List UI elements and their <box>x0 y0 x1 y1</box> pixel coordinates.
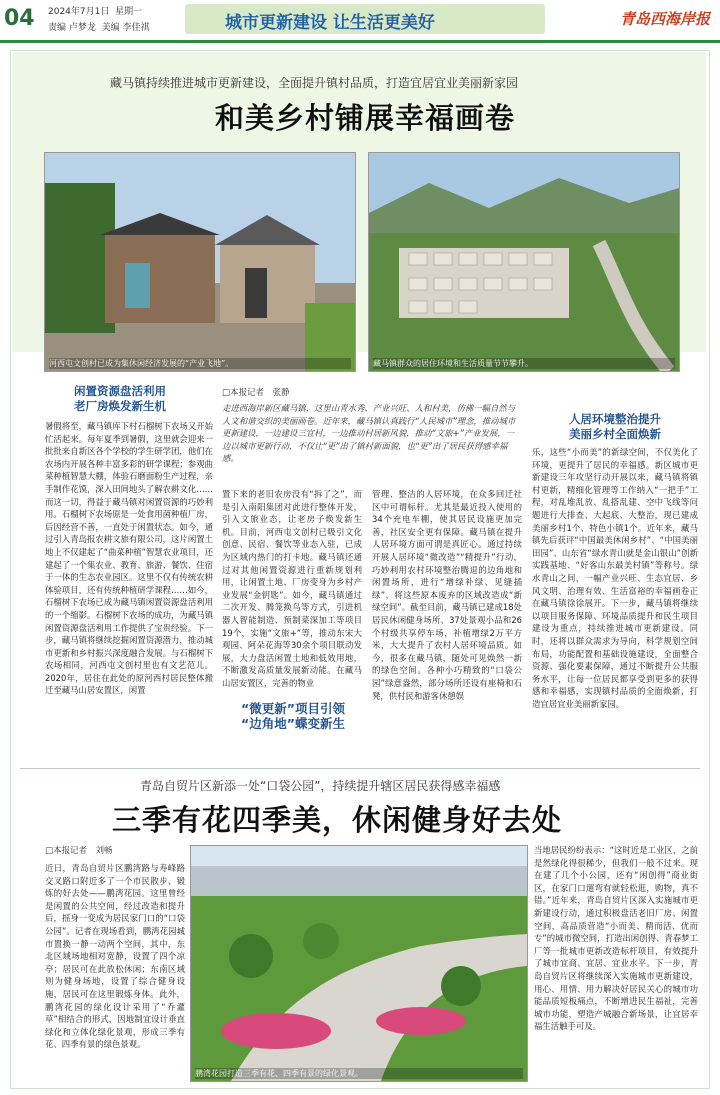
article1-intro: 走进西海岸新区藏马镇，这里山青水秀、产业兴旺、人和村美，彷佛一幅自然与人文和谐交织的美丽画卷。近年来，藏马镇认真践行“人民城市”理念，推动城市更新建设，一边建设三宜村，一边推动村居新风貌，推动“文旅+”产业发展，一边以城市更新行动，不仅让“更”出了镇村新面貌，也“更”出了居民获得感幸福感。 <box>222 403 516 464</box>
park-photo-caption: 鹏湾花园打造三季有花、四季有景的绿化景观。 <box>195 1068 523 1079</box>
town-aerial-image <box>369 153 679 371</box>
masthead <box>0 0 720 43</box>
editor-credits: 责编 卢梦龙 美编 李佳祺 <box>48 23 150 33</box>
article1-kicker: 藏马镇持续推进城市更新建设，全面提升镇村品质，打造宜居宜业美丽新家园 <box>110 76 519 90</box>
section-divider <box>20 768 700 769</box>
photo2-caption: 藏马镇群众的居住环境和生活质量节节攀升。 <box>373 358 675 369</box>
article2-byline: □本报记者 刘畅 <box>45 846 113 856</box>
page-number: 04 <box>4 6 35 31</box>
article1-column-2: 置下来的老旧农房没有“拆了之”，而是引入南阳集团对此进行整体开发，引入文旅业态，让老房子焕发新生机。目前，河西屯文创村已吸引文化创意、民宿、餐饮等业态入驻，已成为区域内热门的打卡地。藏马镇还通过对其他闲置资源进行重新规划利用，让闲置土地、厂房变身为乡村产业发展“金钥匙”。如今，藏马镇通过二次开发、腾笼换鸟等方式，引进机器人智能制造、预制菜深加工等项目19个，实施“文旅+”等，推动东宋大观园、阿朵花海等30余个项目联动发展，大力盘活闲置土地和低效用地，不断激发高质量发展新动能。在藏马山居安置区，完善的物业 <box>222 489 362 688</box>
article1-column-4: 乐，这些“小而美”的新绿空间，不仅美化了环境，更提升了居民的幸福感。新区城市更新建设三年攻坚行动开展以来，藏马镇将镇村更新，精细化管理等工作纳入“一把手”工程，对乱堆乱放、乱搭乱建、空中飞线等问题进行大排查、大起底、大整治，现已建成美丽乡村1个、特色小镇1个。近年来，藏马镇先后获评“中国最美休闲乡村”、“中国美丽田园”、山东省“绿水青山就是金山银山”创新实践基地、“好客山东最美村镇”等称号。绿水青山之间，一幅产业兴旺、生态宜居、乡风文明、治理有效、生活富裕的幸福画卷正在藏马镇徐徐展开。下一步，藏马镇将继续以项目服务保障、环境品质提升和民生项目建设为重点，持续推进城市更新建设。同时，还将以群众需求为导向，科学规划空间布局，功能配置和基础设施建设，全面整合资源、强化要素保障，通过不断提升公共服务水平，让每一位居民都享受到更多的获得感和幸福感，实现镇村品质的全面焕新，打造宜居宜业美丽新家园。 <box>532 447 698 709</box>
article1-column-1: 暑假将至，藏马镇库下村石榴树下农场又开始忙活起来。每年夏季到暑假，这里就会迎来一批批来自新区各个学校的学生研学团，他们在农场内开展各种丰富多彩的研学课程；参观曲菜种植智慧大棚，体验石磨面粉生产过程，亲手制作花馍，深入田间地头了解农耕文化……而这一切，得益于藏马镇对闲置资源的巧妙利用。石榴树下农场原是一处食用菌种植厂房，后因经营不善，一直处于闲置状态。如今，通过引入青岛报农耕文旅有限公司，这片闲置土地上不仅建起了“曲菜种植”智慧农业项目，还建起了一个集农业、教育、旅游、餐饮、住宿于一体的生态农业园区。这里不仅有传统农耕体验项目，还有传统种植研学课程……如今，石榴树下农场已成为藏马镇闲置资源盘活利用的一个缩影。石榴树下农场的成功，为藏马镇闲置资源盘活利用工作提供了宝贵经验。下一步，藏马镇将继续挖掘闲置资源潜力，推动城市更新和乡村振兴深度融合发展。与石榴树下农场相同，河西屯文创村里也有文艺范儿。2020年，居住在此处的原河西村居民整体搬迁至藏马山居安置区，闲置 <box>45 421 213 696</box>
photo-pocket-park <box>190 845 528 1082</box>
paper-name-logo: 青岛西海岸报 <box>619 10 710 28</box>
article2-kicker: 青岛自贸片区新添一处“口袋公园”，持续提升辖区居民获得感幸福感 <box>140 779 501 793</box>
subhead-old-factory: 闲置资源盘活利用 老厂房焕发新生机 <box>74 384 166 413</box>
article2-headline: 三季有花四季美，休闲健身好去处 <box>112 803 563 837</box>
issue-date: 2024年7月1日 星期一 <box>48 7 143 17</box>
photo1-caption: 河西屯文创村已成为集休闲经济发展的“产业飞地”。 <box>49 358 351 369</box>
article1-column-4-lead <box>530 386 698 410</box>
article1-column-3: 管理、整洁的人居环境，在众多回迁社区中可谓标杆。尤其是最近投入使用的34个充电车棚，使其居民设施更加完善，社区安全更有保障。藏马镇在提升人居环境方面可谓是真匠心。通过持续开展人居环境“微改造”“精提升”行动，巧妙利用农村环境整治腾退的边角地和闲置场所，进行“增绿补绿、见缝插绿”，将这些原本废弃的区域改造成“新绿空间”。截至目前，藏马镇已建成18处居民休闲健身场所、37处景观小品和26个村级共享停车场，补植增绿2万平方米，大大提升了农村人居环境品质。如今，很多在藏马镇，随处可见焕然一新的绿色空间。各种小巧精致的“口袋公园”绿意盎然，部分场所还设有座椅和石凳，供村民和游客休憩娱 <box>372 489 522 701</box>
subhead-environment: 人居环境整治提升 美丽乡村全面焕新 <box>569 412 661 441</box>
photo-village-building <box>44 152 356 372</box>
photo-town-aerial <box>368 152 680 372</box>
village-building-image <box>45 153 355 371</box>
section-slogan: 城市更新建设 让生活更美好 <box>185 4 545 34</box>
article1-byline: □本报记者 张静 <box>222 388 290 398</box>
pocket-park-image <box>191 846 527 1081</box>
article2-column-1: 近日，青岛自贸片区鹏湾路与寿峰路交叉路口附近多了一个市民散步、锻炼的好去处——鹏湾花园。这里曾经是闲置的公共空间，经过改造和提升后，摇身一变成为居民家门口的“口袋公园”。记者在现场看到，鹏湾花园城市置换一静一动两个空间，其中，东北区域场地相对宽静，设置了四个凉亭；居民可在此放松休闲；东南区域则为健身场地，设置了综合健身设施，居民可在这里锻炼身体。此外，鹏湾花园的绿化设计采用了“乔灌草”相结合的形式，因地制宜设计垂直绿化和立体化绿化景观，形成三季有花、四季有景的绿色景观。 <box>45 863 185 1050</box>
article2-column-2: 当地居民纷纷表示：“这时近是工业区，之前是然绿化得很稀少，但我们一般不过来。现在建了几个小公园，还有“闲创得”商业街区，在家门口遛弯有就轻松逛，购物，真不错。”近年来，青岛自贸片区深入实施城市更新建设行动，通过积极盘活老旧厂房、闲置空间，高品质营造“小而美、精而活、优而专”的城市微空间，打造出闲创得、青春梦工厂等一批城市更新改造标杆项目，有效提升了城市宜商、宜居、宜业水平。下一步，青岛自贸片区将继续深入实施城市更新建设，用心、用情、用力解决好居民关心的城市功能品质短板痛点，不断增进民生福祉，完善城市功能，塑造产城融合新场景，让宜居幸福生活触手可及。 <box>534 845 698 1032</box>
subhead-micro-renewal: “微更新”项目引领 “边角地”蝶变新生 <box>218 697 368 735</box>
article1-headline: 和美乡村铺展幸福画卷 <box>215 101 516 135</box>
